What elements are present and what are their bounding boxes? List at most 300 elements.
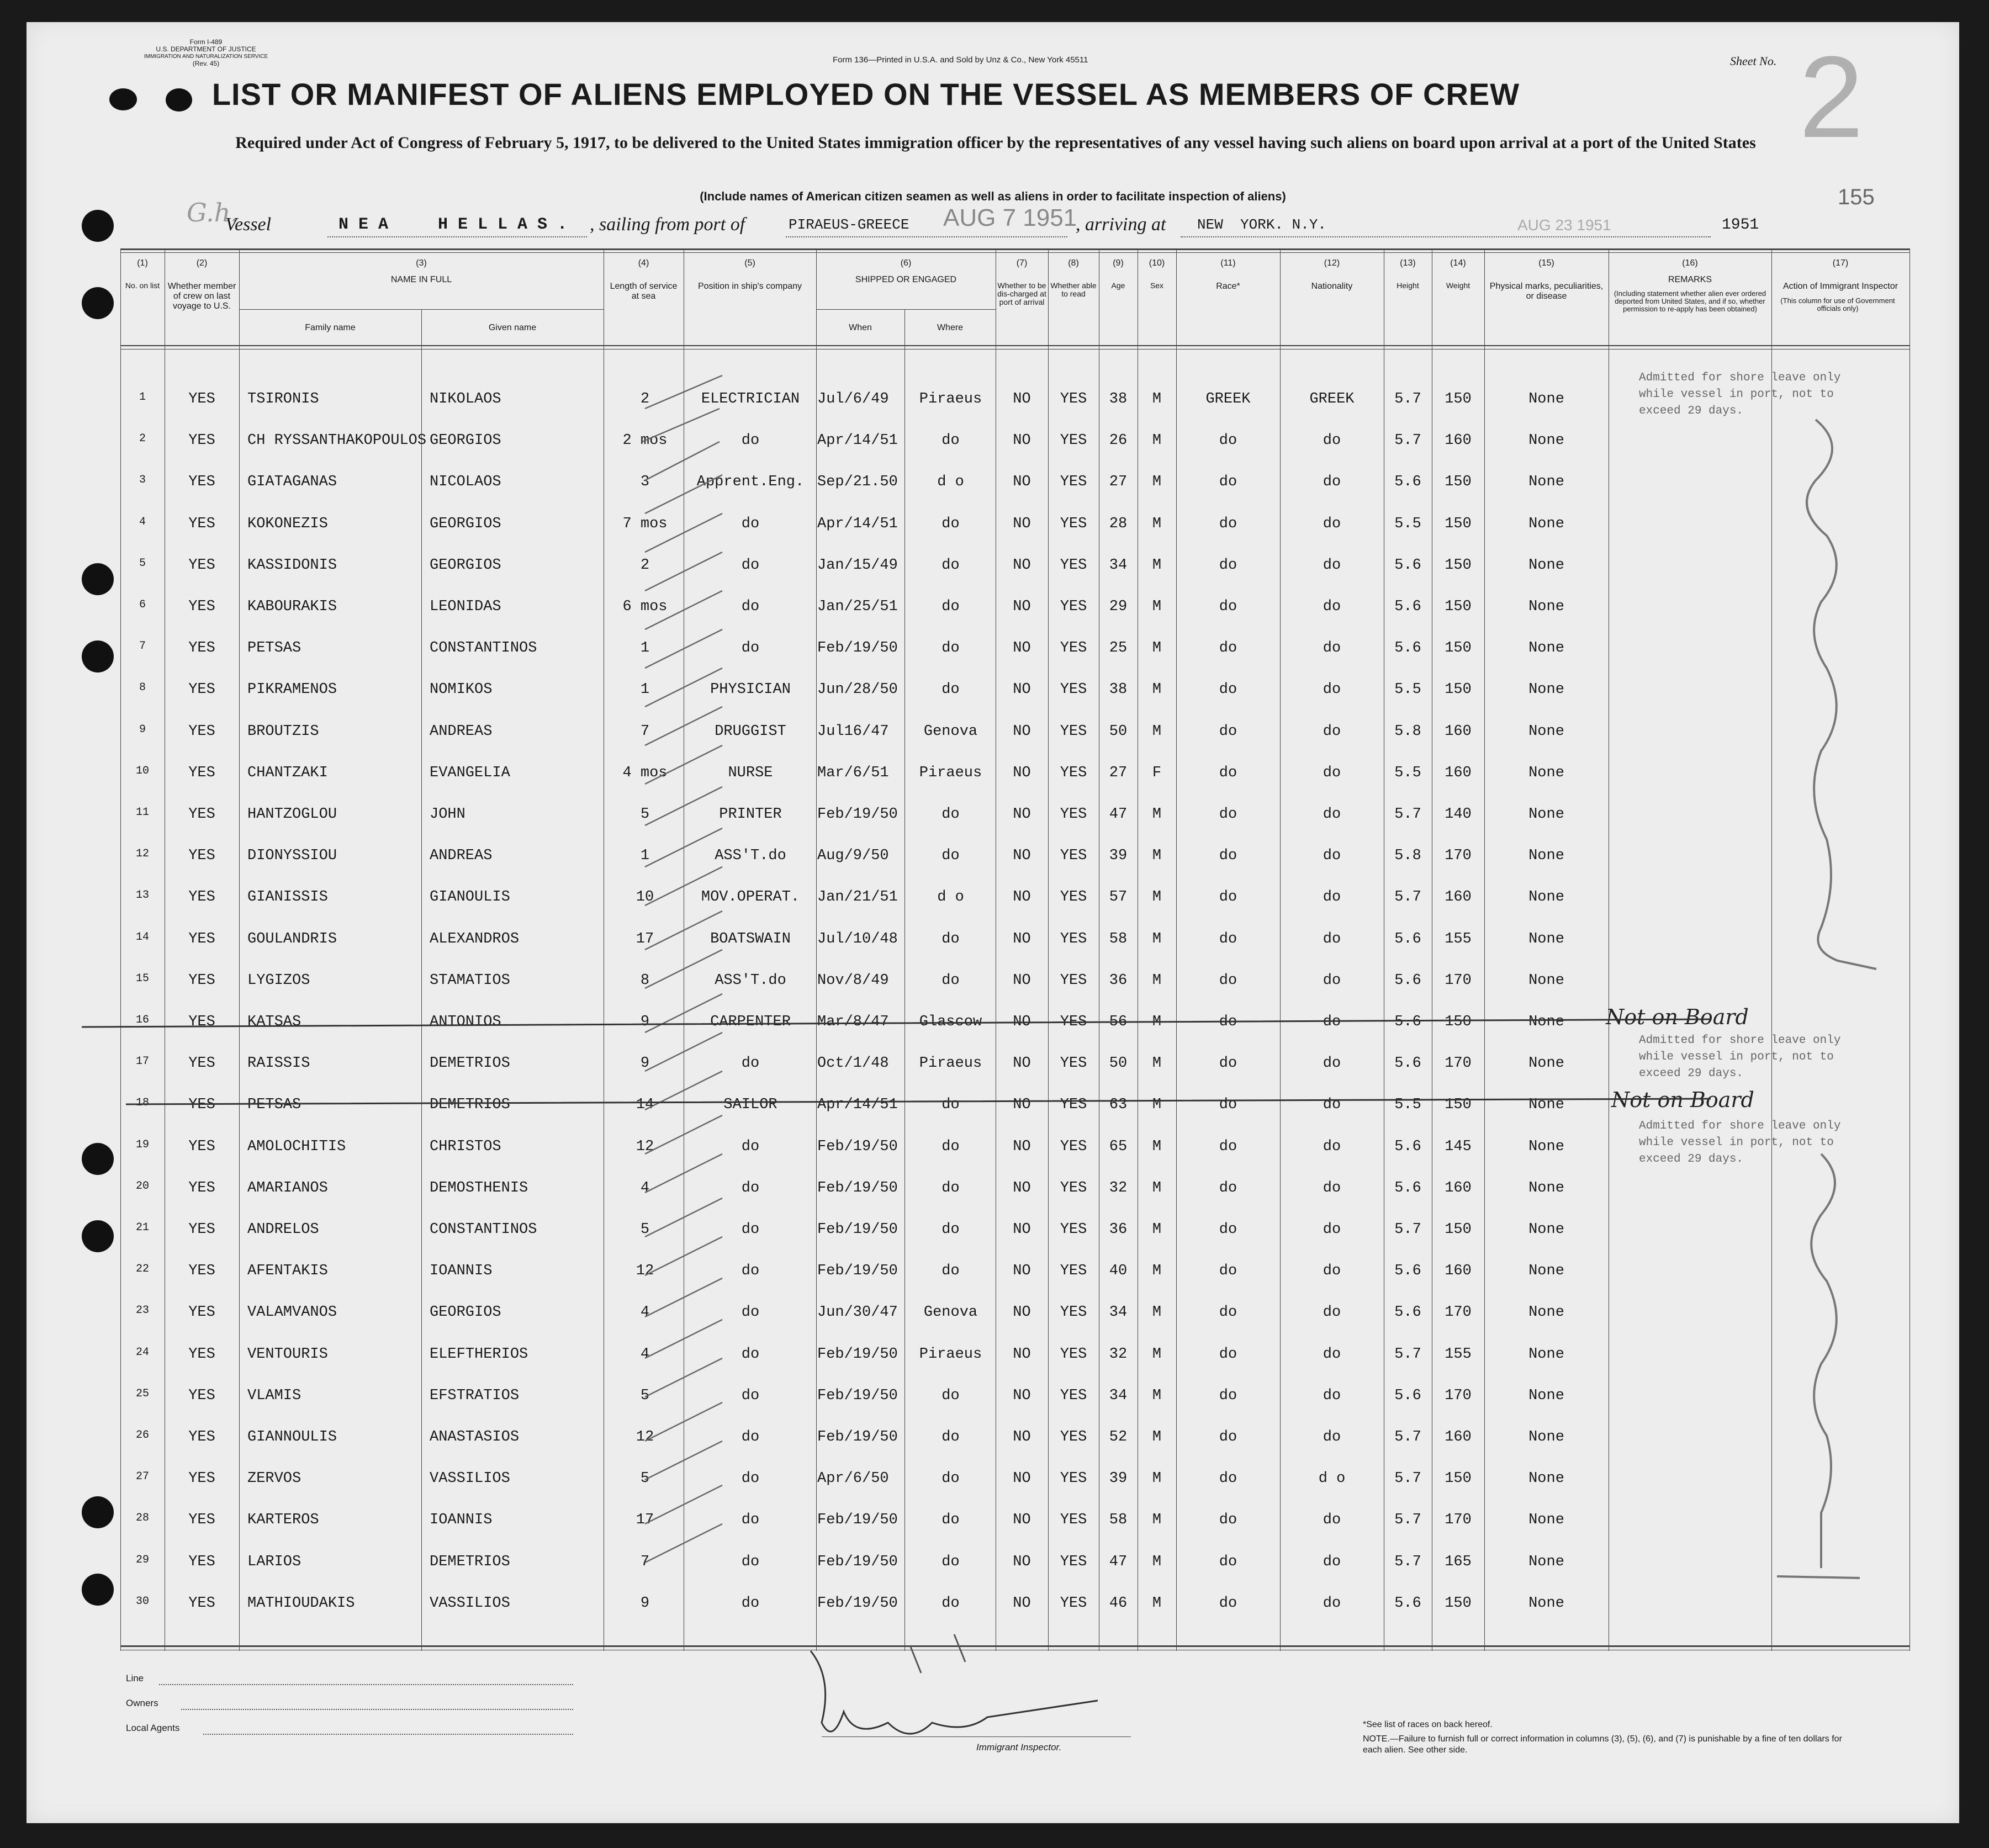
cell-where: d o bbox=[937, 474, 964, 491]
cell-sex: M bbox=[1152, 557, 1162, 574]
cell-weight: 170 bbox=[1445, 1512, 1472, 1529]
cell-marks: None bbox=[1528, 764, 1564, 781]
cell-given: ANDREAS bbox=[430, 723, 493, 740]
cell-marks: None bbox=[1528, 640, 1564, 657]
cell-weight: 155 bbox=[1445, 1346, 1472, 1363]
cell-read: YES bbox=[1060, 972, 1087, 989]
cell-discharge: NO bbox=[1013, 1512, 1031, 1529]
cell-position: do bbox=[741, 1595, 760, 1612]
cell-prev: YES bbox=[188, 1429, 215, 1445]
cell-service: 12 bbox=[636, 1429, 654, 1445]
port-underline bbox=[786, 236, 1067, 237]
cell-given: STAMATIOS bbox=[430, 972, 510, 989]
cell-where: do bbox=[941, 1221, 960, 1238]
cell-prev: YES bbox=[188, 1346, 215, 1363]
cell-where: do bbox=[941, 1138, 960, 1155]
cell-position: CARPENTER bbox=[710, 1014, 791, 1030]
cell-marks: None bbox=[1528, 599, 1564, 615]
subheader-when: When bbox=[849, 323, 872, 332]
cell-family: MATHIOUDAKIS bbox=[247, 1595, 355, 1612]
cell-race: do bbox=[1219, 515, 1237, 532]
cell-when: Jul/6/49 bbox=[817, 391, 889, 407]
cell-weight: 160 bbox=[1445, 432, 1472, 449]
penalty-note: NOTE.—Failure to furnish full or correct information in columns (3), (5), (6), and (7) is punishable by a fine of ten dollars for each alien. See other side. bbox=[1363, 1734, 1842, 1755]
cell-family: ANDRELOS bbox=[247, 1221, 319, 1238]
cell-age: 47 bbox=[1109, 806, 1128, 823]
cell-nat: do bbox=[1323, 1387, 1341, 1404]
cell-given: EVANGELIA bbox=[430, 764, 510, 781]
cell-sex: M bbox=[1152, 681, 1162, 698]
cell-where: Piraeus bbox=[919, 764, 982, 781]
subheader-given-name: Given name bbox=[488, 323, 537, 332]
cell-where: do bbox=[941, 1387, 960, 1404]
cell-discharge: NO bbox=[1013, 1179, 1031, 1196]
cell-sex: M bbox=[1152, 1014, 1162, 1030]
cell-discharge: NO bbox=[1013, 889, 1031, 906]
cell-family: HANTZOGLOU bbox=[247, 806, 337, 823]
cell-race: do bbox=[1219, 1304, 1237, 1321]
cell-marks: None bbox=[1528, 1138, 1564, 1155]
cell-when: Apr/14/51 bbox=[817, 515, 898, 532]
cell-nat: do bbox=[1323, 1553, 1341, 1570]
cell-sex: M bbox=[1152, 806, 1162, 823]
cell-nat: do bbox=[1323, 848, 1341, 865]
cell-position: Apprent.Eng. bbox=[696, 474, 805, 491]
cell-race: do bbox=[1219, 723, 1237, 740]
column-number: (16) bbox=[1682, 258, 1698, 268]
cell-prev: YES bbox=[188, 391, 215, 407]
cell-prev: YES bbox=[188, 1263, 215, 1280]
cell-race: do bbox=[1219, 1512, 1237, 1529]
cell-height: 5.7 bbox=[1394, 1429, 1421, 1445]
cell-nat: do bbox=[1323, 1138, 1341, 1155]
cell-discharge: NO bbox=[1013, 1553, 1031, 1570]
cell-when: Feb/19/50 bbox=[817, 1429, 898, 1445]
cell-no: 6 bbox=[139, 599, 146, 611]
cell-read: YES bbox=[1060, 764, 1087, 781]
cell-sex: M bbox=[1152, 1055, 1162, 1072]
cell-weight: 160 bbox=[1445, 889, 1472, 906]
cell-where: do bbox=[941, 806, 960, 823]
cell-where: do bbox=[941, 1470, 960, 1487]
column-header: Sex bbox=[1150, 281, 1164, 290]
cell-prev: YES bbox=[188, 806, 215, 823]
cell-marks: None bbox=[1528, 1346, 1564, 1363]
cell-marks: None bbox=[1528, 681, 1564, 698]
cell-service: 5 bbox=[640, 806, 650, 823]
cell-marks: None bbox=[1528, 806, 1564, 823]
cell-family: AFENTAKIS bbox=[247, 1263, 328, 1280]
cell-given: NICOLAOS bbox=[430, 474, 501, 491]
cell-age: 50 bbox=[1109, 1055, 1128, 1072]
subheader-family-name: Family name bbox=[305, 323, 356, 332]
cell-discharge: NO bbox=[1013, 1263, 1031, 1280]
cell-prev: YES bbox=[188, 930, 215, 947]
cell-read: YES bbox=[1060, 1304, 1087, 1321]
cell-discharge: NO bbox=[1013, 474, 1031, 491]
cell-nat: do bbox=[1323, 432, 1341, 449]
cell-prev: YES bbox=[188, 889, 215, 906]
cell-given: GEORGIOS bbox=[430, 515, 501, 532]
cell-given: ALEXANDROS bbox=[430, 930, 520, 947]
cell-service: 4 mos bbox=[622, 764, 668, 781]
cell-age: 27 bbox=[1109, 474, 1128, 491]
cell-age: 34 bbox=[1109, 557, 1128, 574]
cell-discharge: NO bbox=[1013, 764, 1031, 781]
cell-service: 1 bbox=[640, 681, 650, 698]
cell-height: 5.8 bbox=[1394, 723, 1421, 740]
cell-position: do bbox=[741, 1055, 760, 1072]
column-number: (3) bbox=[416, 258, 427, 268]
cell-discharge: NO bbox=[1013, 515, 1031, 532]
cell-read: YES bbox=[1060, 806, 1087, 823]
cell-height: 5.7 bbox=[1394, 806, 1421, 823]
footer-line-label: Line bbox=[126, 1673, 144, 1683]
cell-nat: do bbox=[1323, 806, 1341, 823]
cell-read: YES bbox=[1060, 1263, 1087, 1280]
column-header: Length of service at sea bbox=[610, 282, 678, 301]
cell-height: 5.6 bbox=[1394, 557, 1421, 574]
cell-marks: None bbox=[1528, 557, 1564, 574]
cell-position: do bbox=[741, 599, 760, 615]
cell-weight: 160 bbox=[1445, 764, 1472, 781]
cell-sex: M bbox=[1152, 640, 1162, 657]
cell-prev: YES bbox=[188, 515, 215, 532]
cell-sex: M bbox=[1152, 1138, 1162, 1155]
cell-no: 5 bbox=[139, 557, 146, 570]
column-header: Physical marks, peculiarities, or disease bbox=[1489, 282, 1604, 301]
sheet-number: 2 bbox=[1799, 32, 1864, 162]
cell-where: do bbox=[941, 640, 960, 657]
cell-family: ZERVOS bbox=[247, 1470, 301, 1487]
cell-service: 9 bbox=[640, 1595, 650, 1612]
cell-read: YES bbox=[1060, 1346, 1087, 1363]
cell-sex: M bbox=[1152, 972, 1162, 989]
cell-read: YES bbox=[1060, 640, 1087, 657]
cell-marks: None bbox=[1528, 1470, 1564, 1487]
cell-service: 10 bbox=[636, 889, 654, 906]
cell-position: ELECTRICIAN bbox=[701, 391, 800, 407]
cell-when: Jan/21/51 bbox=[817, 889, 898, 906]
cell-weight: 155 bbox=[1445, 930, 1472, 947]
cell-when: Jul/10/48 bbox=[817, 930, 898, 947]
cell-nat: do bbox=[1323, 1055, 1341, 1072]
cell-read: YES bbox=[1060, 1014, 1087, 1030]
punch-hole bbox=[82, 1143, 114, 1175]
cell-position: ASS'T.do bbox=[715, 848, 786, 865]
cell-race: do bbox=[1219, 1595, 1237, 1612]
cell-nat: do bbox=[1323, 1221, 1341, 1238]
cell-marks: None bbox=[1528, 391, 1564, 407]
cell-family: PETSAS bbox=[247, 640, 301, 657]
cell-height: 5.8 bbox=[1394, 848, 1421, 865]
cell-service: 6 mos bbox=[622, 599, 668, 615]
cell-nat: do bbox=[1323, 930, 1341, 947]
cell-given: GEORGIOS bbox=[430, 1304, 501, 1321]
column-header: Height bbox=[1396, 281, 1419, 290]
cell-weight: 150 bbox=[1445, 640, 1472, 657]
cell-weight: 170 bbox=[1445, 972, 1472, 989]
cell-age: 56 bbox=[1109, 1014, 1128, 1030]
column-number: (4) bbox=[638, 258, 649, 268]
cell-weight: 150 bbox=[1445, 1221, 1472, 1238]
cell-family: KASSIDONIS bbox=[247, 557, 337, 574]
subheader-where: Where bbox=[937, 323, 964, 332]
cell-family: KATSAS bbox=[247, 1014, 301, 1030]
cell-service: 3 bbox=[640, 474, 650, 491]
punch-hole bbox=[82, 1220, 114, 1252]
cell-where: Piraeus bbox=[919, 391, 982, 407]
arriving-label: , arriving at bbox=[1076, 214, 1166, 235]
cell-read: YES bbox=[1060, 557, 1087, 574]
cell-where: Piraeus bbox=[919, 1055, 982, 1072]
cell-discharge: NO bbox=[1013, 1429, 1031, 1445]
cell-when: Feb/19/50 bbox=[817, 806, 898, 823]
cell-marks: None bbox=[1528, 1595, 1564, 1612]
cell-weight: 150 bbox=[1445, 681, 1472, 698]
column-number: (8) bbox=[1068, 258, 1079, 268]
cell-nat: GREEK bbox=[1309, 391, 1355, 407]
cell-service: 5 bbox=[640, 1470, 650, 1487]
cell-race: do bbox=[1219, 1221, 1237, 1238]
cell-weight: 160 bbox=[1445, 723, 1472, 740]
column-rule bbox=[1909, 248, 1910, 1651]
column-number: (13) bbox=[1400, 258, 1416, 268]
cell-nat: do bbox=[1323, 764, 1341, 781]
cell-position: do bbox=[741, 557, 760, 574]
cell-no: 7 bbox=[139, 640, 146, 653]
column-header: No. on list bbox=[125, 281, 160, 290]
column-header: Race* bbox=[1216, 282, 1240, 291]
cell-no: 24 bbox=[135, 1346, 149, 1359]
column-header: Nationality bbox=[1311, 282, 1353, 291]
cell-age: 38 bbox=[1109, 681, 1128, 698]
cell-family: LARIOS bbox=[247, 1553, 301, 1570]
cell-read: YES bbox=[1060, 1512, 1087, 1529]
cell-height: 5.7 bbox=[1394, 889, 1421, 906]
cell-no: 13 bbox=[135, 889, 149, 902]
cell-family: PIKRAMENOS bbox=[247, 681, 337, 698]
cell-when: Jan/15/49 bbox=[817, 557, 898, 574]
cell-no: 30 bbox=[135, 1595, 149, 1608]
cell-prev: YES bbox=[188, 1055, 215, 1072]
cell-race: do bbox=[1219, 474, 1237, 491]
cell-height: 5.6 bbox=[1394, 599, 1421, 615]
cell-race: do bbox=[1219, 1429, 1237, 1445]
cell-when: Feb/19/50 bbox=[817, 1595, 898, 1612]
cell-height: 5.7 bbox=[1394, 1346, 1421, 1363]
cell-age: 36 bbox=[1109, 972, 1128, 989]
cell-when: Feb/19/50 bbox=[817, 1512, 898, 1529]
cell-family: PETSAS bbox=[247, 1097, 301, 1114]
cell-when: Apr/14/51 bbox=[817, 1097, 898, 1114]
remark-shore-leave-2: Admitted for shore leave only while vessel in port, not to exceed 29 days. bbox=[1639, 1034, 1841, 1080]
cell-position: PRINTER bbox=[719, 806, 782, 823]
year: 1951 bbox=[1722, 216, 1759, 234]
vessel-underline bbox=[327, 236, 587, 237]
cell-prev: YES bbox=[188, 972, 215, 989]
cell-prev: YES bbox=[188, 1387, 215, 1404]
cell-discharge: NO bbox=[1013, 1138, 1031, 1155]
cell-when: Jun/28/50 bbox=[817, 681, 898, 698]
cell-no: 27 bbox=[135, 1470, 149, 1484]
cell-read: YES bbox=[1060, 599, 1087, 615]
cell-height: 5.6 bbox=[1394, 1387, 1421, 1404]
cell-family: VALAMVANOS bbox=[247, 1304, 337, 1321]
cell-sex: M bbox=[1152, 391, 1162, 407]
cell-no: 28 bbox=[135, 1512, 149, 1525]
cell-given: VASSILIOS bbox=[430, 1595, 510, 1612]
cell-service: 14 bbox=[636, 1097, 654, 1114]
cell-age: 52 bbox=[1109, 1429, 1128, 1445]
column-number: (10) bbox=[1149, 258, 1165, 268]
cell-race: do bbox=[1219, 1346, 1237, 1363]
cell-age: 58 bbox=[1109, 930, 1128, 947]
cell-age: 47 bbox=[1109, 1553, 1128, 1570]
cell-given: ANTONIOS bbox=[430, 1014, 501, 1030]
cell-discharge: NO bbox=[1013, 972, 1031, 989]
cell-when: Feb/19/50 bbox=[817, 1387, 898, 1404]
cell-family: GIANNOULIS bbox=[247, 1429, 337, 1445]
sheet-label: Sheet No. bbox=[1730, 54, 1777, 68]
cell-service: 12 bbox=[636, 1263, 654, 1280]
cell-given: DEMETRIOS bbox=[430, 1553, 510, 1570]
form-title: LIST OR MANIFEST OF ALIENS EMPLOYED ON THE VESSEL AS MEMBERS OF CREW bbox=[211, 77, 1520, 112]
cell-age: 38 bbox=[1109, 391, 1128, 407]
to-port: NEW YORK. N.Y. bbox=[1197, 216, 1327, 233]
cell-no: 4 bbox=[139, 515, 146, 528]
footer-owners-label: Owners bbox=[126, 1698, 158, 1708]
cell-weight: 170 bbox=[1445, 1304, 1472, 1321]
cell-position: do bbox=[741, 1138, 760, 1155]
cell-height: 5.6 bbox=[1394, 1304, 1421, 1321]
cell-race: do bbox=[1219, 1179, 1237, 1196]
punch-hole bbox=[82, 287, 114, 319]
column-rule bbox=[816, 248, 817, 1651]
from-port: PIRAEUS-GREECE bbox=[789, 216, 909, 233]
cell-nat: do bbox=[1323, 1179, 1341, 1196]
cell-nat: do bbox=[1323, 1512, 1341, 1529]
cell-age: 46 bbox=[1109, 1595, 1128, 1612]
cell-no: 18 bbox=[135, 1097, 149, 1110]
cell-sex: M bbox=[1152, 889, 1162, 906]
cell-read: YES bbox=[1060, 930, 1087, 947]
cell-given: ANDREAS bbox=[430, 848, 493, 865]
cell-read: YES bbox=[1060, 889, 1087, 906]
cell-marks: None bbox=[1528, 1304, 1564, 1321]
requirement-text: Required under Act of Congress of February 5, 1917, to be delivered to the United States immigration officer by the representatives of any vessel having such aliens on board upon arrival at a port of the United States bbox=[235, 134, 1756, 152]
instruction-text: (Include names of American citizen seamen as well as aliens in order to facilitate inspection of aliens) bbox=[700, 189, 1286, 203]
table-top-border bbox=[120, 248, 1909, 250]
cell-race: do bbox=[1219, 681, 1237, 698]
footer-owners-field bbox=[181, 1709, 573, 1710]
column-header: Position in ship's company bbox=[697, 282, 802, 291]
column-rule bbox=[239, 248, 240, 1651]
inspector-label: Immigrant Inspector. bbox=[976, 1742, 1062, 1752]
table-top-border-2 bbox=[120, 252, 1909, 253]
cell-when: Feb/19/50 bbox=[817, 1179, 898, 1196]
cell-given: DEMETRIOS bbox=[430, 1097, 510, 1114]
cell-no: 22 bbox=[135, 1263, 149, 1276]
cell-height: 5.6 bbox=[1394, 640, 1421, 657]
cell-where: do bbox=[941, 1179, 960, 1196]
cell-given: GEORGIOS bbox=[430, 432, 501, 449]
column-number: (9) bbox=[1113, 258, 1124, 268]
cell-when: Feb/19/50 bbox=[817, 1263, 898, 1280]
cell-no: 3 bbox=[139, 474, 146, 487]
form-identifier: Form I-489 U.S. DEPARTMENT OF JUSTICE IMMIGRATION AND NATURALIZATION SERVICE (Rev. 45) bbox=[144, 38, 268, 67]
cell-read: YES bbox=[1060, 391, 1087, 407]
punch-hole bbox=[82, 563, 114, 595]
vessel-name: N E A H E L L A S . bbox=[338, 215, 568, 234]
cell-given: JOHN bbox=[430, 806, 465, 823]
cell-race: do bbox=[1219, 1553, 1237, 1570]
cell-no: 25 bbox=[135, 1387, 149, 1400]
cell-family: DIONYSSIOU bbox=[247, 848, 337, 865]
cell-no: 26 bbox=[135, 1429, 149, 1442]
cell-prev: YES bbox=[188, 848, 215, 865]
cell-position: MOV.OPERAT. bbox=[701, 889, 800, 906]
cell-nat: do bbox=[1323, 474, 1341, 491]
cell-sex: M bbox=[1152, 432, 1162, 449]
cell-position: do bbox=[741, 432, 760, 449]
cell-weight: 165 bbox=[1445, 1553, 1472, 1570]
cell-service: 17 bbox=[636, 930, 654, 947]
column-number: (5) bbox=[744, 258, 755, 268]
cell-given: ANASTASIOS bbox=[430, 1429, 520, 1445]
column-number: (6) bbox=[900, 258, 912, 268]
cell-age: 27 bbox=[1109, 764, 1128, 781]
cell-read: YES bbox=[1060, 1429, 1087, 1445]
cell-nat: do bbox=[1323, 515, 1341, 532]
cell-when: Apr/6/50 bbox=[817, 1470, 889, 1487]
cell-read: YES bbox=[1060, 1387, 1087, 1404]
footer-agents-label: Local Agents bbox=[126, 1723, 180, 1733]
cell-when: Oct/1/48 bbox=[817, 1055, 889, 1072]
column-header: Age bbox=[1111, 281, 1125, 290]
cell-weight: 150 bbox=[1445, 391, 1472, 407]
cell-nat: do bbox=[1323, 681, 1341, 698]
cell-read: YES bbox=[1060, 1138, 1087, 1155]
cell-read: YES bbox=[1060, 1097, 1087, 1114]
remark-shore-leave-3: Admitted for shore leave only while vessel in port, not to exceed 29 days. bbox=[1639, 1120, 1841, 1166]
arrive-underline bbox=[1181, 236, 1711, 237]
cell-height: 5.6 bbox=[1394, 972, 1421, 989]
punch-hole bbox=[82, 210, 114, 242]
cell-prev: YES bbox=[188, 474, 215, 491]
cell-family: KOKONEZIS bbox=[247, 515, 328, 532]
cell-service: 4 bbox=[640, 1179, 650, 1196]
cell-no: 29 bbox=[135, 1553, 149, 1566]
cell-height: 5.5 bbox=[1394, 681, 1421, 698]
cell-where: do bbox=[941, 1097, 960, 1114]
cell-height: 5.6 bbox=[1394, 1138, 1421, 1155]
cell-sex: M bbox=[1152, 1097, 1162, 1114]
cell-read: YES bbox=[1060, 515, 1087, 532]
cell-prev: YES bbox=[188, 723, 215, 740]
cell-where: do bbox=[941, 1553, 960, 1570]
cell-no: 20 bbox=[135, 1179, 149, 1193]
cell-when: Aug/9/50 bbox=[817, 848, 889, 865]
cell-weight: 150 bbox=[1445, 557, 1472, 574]
cell-given: IOANNIS bbox=[430, 1512, 493, 1529]
cell-height: 5.7 bbox=[1394, 1221, 1421, 1238]
cell-nat: do bbox=[1323, 1263, 1341, 1280]
cell-where: do bbox=[941, 557, 960, 574]
cell-given: CHRISTOS bbox=[430, 1138, 501, 1155]
cell-family: CH RYSSANTHAKOPOULOS bbox=[247, 432, 427, 449]
cell-family: AMOLOCHITIS bbox=[247, 1138, 346, 1155]
